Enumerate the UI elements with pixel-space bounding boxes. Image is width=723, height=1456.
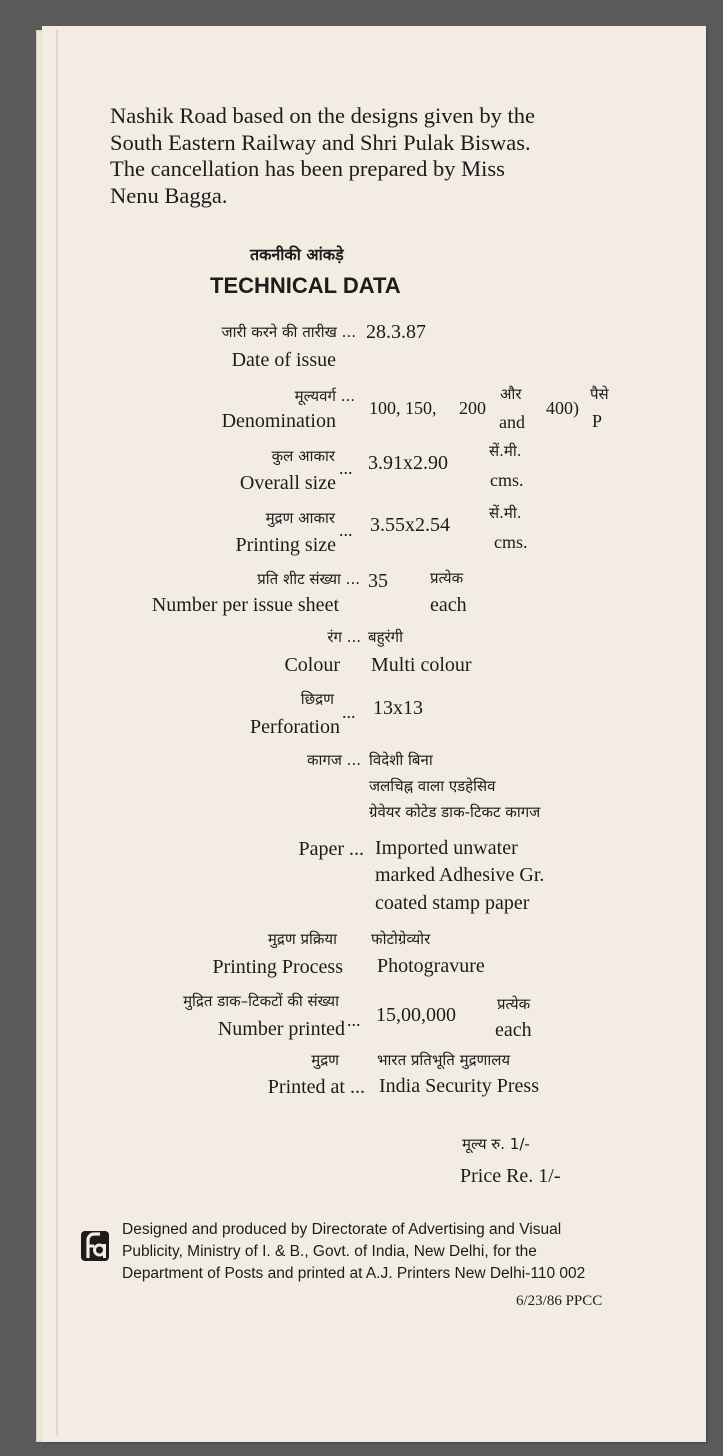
- heading-english: TECHNICAL DATA: [210, 273, 401, 298]
- date-value: 28.3.87: [366, 321, 426, 343]
- intro-line: Nashik Road based on the designs given by the: [110, 103, 535, 128]
- overall-unit-hindi: सें.मी.: [489, 442, 522, 460]
- printed-at-label-hindi: मुद्रण: [311, 1051, 339, 1069]
- denomination-value-200: 200: [459, 398, 486, 418]
- printed-value: 15,00,000: [376, 1004, 456, 1026]
- credits-block: [122, 1219, 585, 1285]
- printing-size-dots: ...: [339, 520, 353, 540]
- process-label: Printing Process: [212, 956, 343, 978]
- and-english: and: [499, 412, 525, 432]
- printed-label-hindi: मुद्रित डाक–टिकटों की संख्या: [183, 992, 339, 1010]
- davp-logo-icon: [80, 1228, 110, 1262]
- printed-dots: ...: [347, 1010, 361, 1030]
- perforation-label-hindi: छिद्रण: [300, 690, 334, 708]
- per-sheet-unit: each: [430, 594, 467, 616]
- printing-size-unit: cms.: [494, 532, 528, 552]
- intro-line: The cancellation has been prepared by Miss: [110, 156, 505, 181]
- intro-line: Nenu Bagga.: [110, 182, 228, 208]
- printing-size-value: 3.55x2.54: [370, 514, 450, 536]
- printing-size-label-hindi: मुद्रण आकार: [265, 509, 335, 527]
- printed-at-value-hindi: भारत प्रतिभूति मुद्रणालय: [377, 1051, 511, 1069]
- paise-english: P: [592, 411, 603, 431]
- and-hindi: और: [500, 385, 522, 403]
- printing-size-label: Printing size: [235, 534, 336, 556]
- date-label-hindi: जारी करने की तारीख ...: [221, 323, 356, 341]
- paper-label: Paper ...: [298, 838, 364, 860]
- intro-line: South Eastern Railway and Shri Pulak Biswas.: [110, 129, 531, 155]
- heading-hindi: तकनीकी आंकड़े: [250, 245, 344, 264]
- per-sheet-unit-hindi: प्रत्येक: [430, 569, 464, 587]
- paper-value-hindi-line: विदेशी बिना: [369, 751, 433, 769]
- colour-value: Multi colour: [371, 654, 472, 676]
- overall-value: 3.91x2.90: [368, 452, 448, 474]
- per-sheet-label-hindi: प्रति शीट संख्या ...: [257, 570, 360, 588]
- overall-dots: ...: [339, 458, 353, 478]
- perforation-label: Perforation: [250, 716, 340, 738]
- paise-hindi: पैसे: [590, 385, 609, 403]
- perforation-value: 13x13: [373, 697, 423, 719]
- price-english: Price Re. 1/-: [460, 1165, 561, 1187]
- paper-value-line: Imported unwater: [375, 837, 518, 859]
- overall-label-hindi: कुल आकार: [271, 447, 335, 465]
- printed-label: Number printed: [217, 1018, 345, 1040]
- credits-line: Designed and produced by Directorate of Advertising and Visual: [122, 1221, 562, 1238]
- paper-value-hindi-line: जलचिह्न वाला एडहेसिव: [369, 777, 496, 795]
- printed-at-label: Printed at ...: [267, 1076, 365, 1098]
- per-sheet-value: 35: [368, 570, 388, 592]
- print-code: 6/23/86 PPCC: [516, 1293, 603, 1309]
- colour-value-hindi: बहुरंगी: [368, 628, 403, 646]
- printed-unit-hindi: प्रत्येक: [497, 995, 531, 1013]
- denomination-values: 100, 150,: [369, 398, 437, 418]
- credits-line: Department of Posts and printed at A.J. Printers New Delhi-110 002: [122, 1265, 586, 1282]
- process-value-hindi: फोटोग्रेव्योर: [371, 930, 431, 948]
- per-sheet-label: Number per issue sheet: [151, 594, 339, 616]
- paper-value-line: marked Adhesive Gr.: [375, 864, 545, 886]
- overall-unit: cms.: [490, 470, 524, 490]
- intro-paragraph: [110, 103, 535, 209]
- paper-value-line: coated stamp paper: [375, 892, 530, 914]
- denomination-label: Denomination: [221, 410, 336, 432]
- process-value: Photogravure: [377, 955, 485, 977]
- colour-label: Colour: [284, 654, 340, 676]
- price-hindi: मूल्य रु. 1/-: [462, 1135, 530, 1153]
- printed-at-value: India Security Press: [379, 1075, 539, 1097]
- denomination-label-hindi: मूल्यवर्ग ...: [294, 387, 355, 405]
- colour-label-hindi: रंग ...: [327, 628, 361, 646]
- credits-line: Publicity, Ministry of I. & B., Govt. of India, New Delhi, for the: [122, 1243, 537, 1260]
- printing-size-unit-hindi: सें.मी.: [489, 504, 522, 522]
- paper-value-hindi-line: ग्रेवेयर कोटेड डाक-टिकट कागज: [369, 803, 541, 821]
- denomination-value-400: 400): [546, 398, 579, 418]
- printed-unit: each: [495, 1019, 532, 1041]
- perforation-dots: ...: [342, 702, 356, 722]
- paper-label-hindi: कागज ...: [306, 751, 361, 769]
- date-label: Date of issue: [231, 349, 336, 371]
- page-edge: [56, 30, 58, 1436]
- process-label-hindi: मुद्रण प्रक्रिया: [267, 930, 337, 948]
- overall-label: Overall size: [239, 472, 336, 494]
